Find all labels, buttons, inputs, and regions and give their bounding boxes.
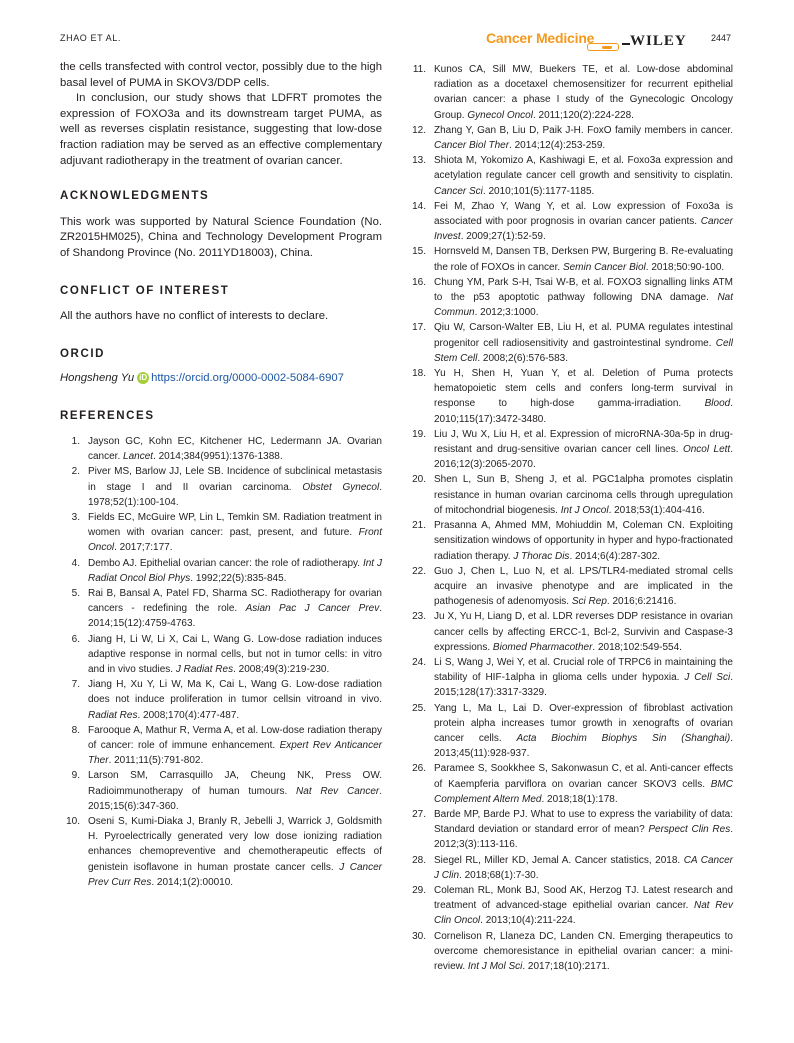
reference-authors: Shen L, Sun B, Sheng J, et al. PGC1alpha promotes cisplatin resistance in human ovarian carcinoma cells through upregulation of mitochondrial biogenesis. xyxy=(434,474,733,516)
reference-citation: . 2017;7:177. xyxy=(114,542,173,554)
reference-number: 26. xyxy=(412,763,426,775)
acknowledgments-heading: ACKNOWLEDGMENTS xyxy=(60,190,210,203)
reference-item xyxy=(60,556,382,586)
reference-number: 25. xyxy=(412,702,426,714)
acknowledgments-text: This work was supported by Natural Science Foundation (No. ZR2015HM025), China and Technology Development Program of Shandong Province (No. 2011YD18003), China. xyxy=(60,215,382,259)
reference-number: 1. xyxy=(71,435,80,447)
journal-logo-mark xyxy=(602,46,612,49)
reference-authors: Ju X, Yu H, Liang D, et al. LDR reverses DDP resistance in ovarian cancer cells by affecting ERCC-1, Bcl-2, Survivin and Caspase-3 expressions. xyxy=(434,611,733,653)
reference-authors: Liu J, Wu X, Liu H, et al. Expression of microRNA-30a-5p in drug-resistant and drug-sensitive ovarian cancer cell lines. xyxy=(434,428,733,456)
reference-journal: Perspect Clin Res xyxy=(648,824,731,836)
reference-number: 23. xyxy=(412,611,426,623)
reference-citation: . 2013;45(11):928-937. xyxy=(434,732,734,760)
reference-number: 13. xyxy=(412,155,426,167)
reference-journal: Biomed Pharmacother xyxy=(492,641,593,653)
reference-number: 9. xyxy=(71,770,80,782)
reference-item xyxy=(406,883,733,929)
reference-authors: Siegel RL, Miller KD, Jemal A. Cancer statistics, 2018. xyxy=(434,854,684,866)
reference-authors: Kunos CA, Sill MW, Buekers TE, et al. Low-dose abdominal radiation as a docetaxel chemosensitizer for recurrent epithelial ovarian cancer: a phase I study of the Gynecologic Oncology Group. xyxy=(434,64,733,121)
reference-citation: . 2014;1(2):00010. xyxy=(151,876,234,888)
reference-authors: Chung YM, Park S-H, Tsai W-B, et al. FOXO3 signalling links ATM to the p53 apoptotic pathway following DNA damage. xyxy=(434,276,733,304)
reference-number: 18. xyxy=(412,368,426,380)
reference-citation: . 2018;53(1):404-416. xyxy=(608,504,705,516)
reference-journal: Oncol Lett xyxy=(682,444,731,456)
reference-journal: BMC Complement Altern Med xyxy=(434,778,733,805)
reference-number: 5. xyxy=(71,587,80,599)
reference-journal: Int J Radiat Oncol Biol Phys xyxy=(88,557,382,584)
reference-journal: Acta Biochim Biophys Sin (Shanghai) xyxy=(516,732,731,744)
publisher-logo: WILEY xyxy=(630,33,687,49)
reference-item xyxy=(406,244,733,274)
reference-journal: Cell Stem Cell xyxy=(434,337,733,364)
reference-journal: Cancer Biol Ther xyxy=(434,140,510,152)
reference-authors: Coleman RL, Monk BJ, Sood AK, Herzog TJ. Latest research and treatment of advanced-stage epithelial ovarian cancer. xyxy=(434,884,733,912)
reference-journal: J Cancer Prev Curr Res xyxy=(88,861,383,888)
reference-number: 27. xyxy=(412,808,426,820)
reference-item xyxy=(60,464,382,510)
reference-citation: . 2013;10(4):211-224. xyxy=(480,915,576,927)
page-number: 2447 xyxy=(711,33,732,43)
reference-number: 24. xyxy=(412,656,426,668)
page-header xyxy=(0,0,794,56)
reference-authors: Qiu W, Carson-Walter EB, Liu H, et al. PUMA regulates intestinal progenitor cell radiosensitivity and gastrointestinal syndrome. xyxy=(434,322,733,349)
reference-item xyxy=(406,518,733,564)
reference-item xyxy=(406,609,733,655)
reference-number: 4. xyxy=(71,557,80,569)
reference-authors: Shiota M, Yokomizo A, Kashiwagi E, et al. Foxo3a expression and acetylation regulate cancer cell growth and sensitivity to cisplatin. xyxy=(434,155,733,182)
reference-item xyxy=(406,929,733,975)
reference-item xyxy=(406,320,733,366)
reference-citation: . 2010;115(17):3472-3480. xyxy=(434,398,733,425)
reference-authors: Hornsveld M, Dansen TB, Derksen PW, Burgering B. Re-evaluating the role of FOXOs in cancer. xyxy=(434,246,733,273)
reference-item xyxy=(406,761,733,807)
reference-number: 29. xyxy=(412,884,426,896)
reference-journal: Expert Rev Anticancer Ther xyxy=(88,739,383,767)
reference-journal: Lancet xyxy=(123,451,154,463)
reference-authors: Guo J, Chen L, Luo N, et al. LPS/TLR4-mediated stromal cells acquire an invasive phenotype and are implicated in the pathogenesis of adenomyosis. xyxy=(434,565,733,608)
orcid-entry xyxy=(60,369,382,387)
reference-number: 17. xyxy=(412,322,426,334)
reference-citation: . 2008;2(6):576-583. xyxy=(477,352,568,364)
reference-authors: Farooque A, Mathur R, Verma A, et al. Low-dose radiation therapy of cancer: role of immune enhancement. xyxy=(88,724,382,751)
reference-journal: J Cell Sci xyxy=(684,672,731,684)
reference-item xyxy=(60,510,382,556)
reference-journal: Nat Rev Cancer xyxy=(296,785,380,797)
conflict-heading: CONFLICT OF INTEREST xyxy=(60,284,230,297)
right-column xyxy=(406,62,733,974)
reference-citation: . 2012;3:1000. xyxy=(474,307,539,319)
reference-number: 28. xyxy=(412,854,426,866)
reference-citation: . 2018;50:90-100. xyxy=(645,261,725,273)
reference-authors: Piver MS, Barlow JJ, Lele SB. Incidence of subclinical metastasis in stage I and II ovarian carcinoma. xyxy=(88,466,382,493)
running-author: ZHAO ET AL. xyxy=(60,33,121,43)
reference-item xyxy=(406,427,733,473)
reference-citation: . 2009;27(1):52-59. xyxy=(460,231,546,243)
reference-journal: CA Cancer J Clin xyxy=(434,854,733,881)
reference-item xyxy=(60,632,382,678)
reference-citation: . 2015;128(17):3317-3329. xyxy=(434,672,733,699)
reference-authors: Fei M, Zhao Y, Wang Y, et al. Low expression of Foxo3a is associated with poor prognosis in ovarian cancer patients. xyxy=(434,200,733,228)
reference-item xyxy=(406,807,733,853)
orcid-author-name: Hongsheng Yu xyxy=(60,372,135,385)
reference-authors: Fields EC, McGuire WP, Lin L, Temkin SM. Radiation treatment in women with ovarian cancer: past, present, and future. xyxy=(88,511,382,539)
reference-authors: Oseni S, Kumi-Diaka J, Branly R, Jebelli J, Warrick J, Goldsmith H. Pyroelectrically generated very low dose ionizing radiation enhances chemopreventive and chemotherapeutic effects of genistein isoflavone in human prostate cancer cells. xyxy=(88,815,382,873)
journal-logo: Cancer Medicine xyxy=(486,30,595,46)
reference-item xyxy=(406,199,733,245)
left-column xyxy=(60,60,382,890)
reference-item xyxy=(406,701,733,762)
reference-citation: . 2014;15(12):4759-4763. xyxy=(88,603,382,630)
reference-journal: Radiat Res xyxy=(88,709,138,721)
body-paragraph: the cells transfected with control vector, possibly due to the high basal level of PUMA in SKOV3/DDP cells. xyxy=(60,61,382,89)
orcid-link[interactable]: https://orcid.org/0000-0002-5084-6907 xyxy=(151,372,344,385)
reference-number: 11. xyxy=(412,64,426,75)
reference-citation: . 2018;18(1):178. xyxy=(541,793,618,805)
reference-journal: Int J Oncol xyxy=(560,504,609,516)
reference-item xyxy=(406,153,733,199)
orcid-heading: ORCID xyxy=(60,347,106,360)
reference-item xyxy=(406,366,733,427)
reference-number: 2. xyxy=(71,466,80,478)
reference-citation: . 1978;52(1):100-104. xyxy=(88,481,382,508)
reference-item xyxy=(406,62,733,123)
reference-authors: Larson SM, Carrasquillo JA, Cheung NK, Press OW. Radioimmunotherapy of human tumours. xyxy=(88,770,382,797)
reference-list-continued xyxy=(406,62,733,974)
reference-list xyxy=(60,434,382,890)
reference-journal: Blood xyxy=(704,398,731,410)
reference-item xyxy=(60,768,382,814)
reference-number: 19. xyxy=(412,428,426,440)
reference-journal: Front Oncol xyxy=(88,527,382,554)
reference-citation: . 2016;12(3):2065-2070. xyxy=(434,444,733,471)
reference-item xyxy=(60,434,382,464)
reference-journal: Obstet Gynecol xyxy=(302,481,380,493)
reference-journal: Nat Rev Clin Oncol xyxy=(434,900,733,927)
reference-journal: Nat Commun xyxy=(434,292,733,319)
reference-item xyxy=(406,123,733,153)
reference-journal: J Radiat Res xyxy=(175,663,234,675)
publisher-dash xyxy=(622,43,630,45)
reference-citation: . 1992;22(5):835-845. xyxy=(190,572,287,584)
reference-authors: Paramee S, Sookkhee S, Sakonwasun C, et al. Anti-cancer effects of Kaempferia parviflora on ovarian cancer SKOV3 cells. xyxy=(434,763,733,790)
reference-authors: Barde MP, Barde PJ. What to use to express the variability of data: Standard deviation or standard error of mean? xyxy=(434,808,733,836)
reference-journal: J Thorac Dis xyxy=(513,550,570,562)
reference-authors: Jiang H, Li W, Li X, Cai L, Wang G. Low-dose radiation induces adaptive response in normal cells, but not in tumor cells: in vitro and in vivo studies. xyxy=(88,633,382,675)
reference-number: 12. xyxy=(412,124,426,136)
reference-number: 15. xyxy=(412,246,426,258)
reference-journal: Gynecol Oncol xyxy=(467,109,533,121)
reference-number: 3. xyxy=(71,511,80,523)
reference-citation: . 2011;120(2):224-228. xyxy=(532,109,634,121)
reference-authors: Jiang H, Xu Y, Li W, Ma K, Cai L, Wang G. Low-dose radiation does not induce proliferation in tumor cellsin vitroand in vivo. xyxy=(88,679,382,706)
reference-item xyxy=(60,814,382,890)
reference-citation: . 2008;49(3):219-230. xyxy=(233,663,330,675)
reference-item xyxy=(406,275,733,321)
reference-number: 20. xyxy=(412,474,426,486)
reference-citation: . 2016;6:21416. xyxy=(606,596,677,608)
reference-authors: Zhang Y, Gan B, Liu D, Paik J-H. FoxO family members in cancer. xyxy=(434,124,733,136)
reference-citation: . 2008;170(4):477-487. xyxy=(137,709,240,721)
reference-citation: . 2011;11(5):791-802. xyxy=(108,755,204,767)
reference-number: 7. xyxy=(71,679,80,691)
reference-journal: Int J Mol Sci xyxy=(467,960,523,972)
reference-authors: Li S, Wang J, Wei Y, et al. Crucial role of TRPC6 in maintaining the stability of HIF-1alpha in glioma cells under hypoxia. xyxy=(434,656,733,684)
reference-item xyxy=(60,723,382,769)
reference-item xyxy=(60,677,382,723)
reference-citation: . 2014;12(4):253-259. xyxy=(509,140,606,152)
reference-number: 6. xyxy=(71,633,80,645)
reference-number: 22. xyxy=(412,565,426,577)
reference-number: 10. xyxy=(66,815,80,827)
conflict-text: All the authors have no conflict of interests to declare. xyxy=(60,310,329,323)
reference-citation: . 2012;3(3):113-116. xyxy=(434,824,733,851)
reference-number: 8. xyxy=(71,724,80,736)
reference-citation: . 2014;6(4):287-302. xyxy=(569,550,661,562)
reference-journal: Cancer Sci xyxy=(434,185,483,197)
reference-citation: . 2014;384(9951):1376-1388. xyxy=(153,451,283,463)
reference-number: 14. xyxy=(412,200,426,212)
reference-authors: Prasanna A, Ahmed MM, Mohiuddin M, Coleman CN. Exploiting sensitization windows of opportunity in hyper and hypo-fractionated radiation therapy. xyxy=(434,520,733,562)
reference-number: 16. xyxy=(412,276,426,288)
references-heading: REFERENCES xyxy=(60,410,155,423)
reference-journal: Semin Cancer Biol xyxy=(562,261,646,273)
reference-journal: Sci Rep xyxy=(571,596,607,608)
reference-item xyxy=(406,853,733,883)
reference-item xyxy=(406,655,733,701)
reference-authors: Yu H, Shen H, Yuan Y, et al. Deletion of Puma protects hematopoietic stem cells and confers long-term survival in response to high-dose gamma-irradiation. xyxy=(434,368,733,410)
reference-citation: . 2018;102:549-554. xyxy=(592,641,682,653)
reference-number: 30. xyxy=(412,930,426,942)
reference-authors: Yang L, Ma L, Lai D. Over-expression of fibroblast activation protein alpha increases tumor growth in xenografts of ovarian cancer cells. xyxy=(434,702,733,744)
orcid-icon: iD xyxy=(139,373,148,383)
reference-item xyxy=(406,472,733,518)
reference-item xyxy=(406,564,733,610)
reference-journal: Cancer Invest xyxy=(434,216,733,243)
reference-citation: . 2018;68(1):7-30. xyxy=(459,869,539,881)
reference-citation: . 2010;101(5):1177-1185. xyxy=(482,185,595,197)
reference-authors: Jayson GC, Kohn EC, Kitchener HC, Ledermann JA. Ovarian cancer. xyxy=(88,435,382,463)
reference-item xyxy=(60,586,382,632)
reference-citation: . 2017;18(10):2171. xyxy=(522,960,610,972)
reference-authors: Dembo AJ. Epithelial ovarian cancer: the role of radiotherapy. xyxy=(88,557,363,569)
reference-authors: Rai B, Bansal A, Patel FD, Sharma SC. Radiotherapy for ovarian cancers - redefining the role. xyxy=(88,587,382,615)
reference-citation: . 2015;15(6):347-360. xyxy=(88,785,382,812)
conclusion-paragraph: In conclusion, our study shows that LDFRT promotes the expression of FOXO3a and its downstream target PUMA, as well as reverses cisplatin resistance, suggesting that low-dose fraction radiation may be served as an effective complementary adjuvant radiotherapy in the treatment of ovarian cancer. xyxy=(60,92,382,167)
reference-authors: Cornelison R, Llaneza DC, Landen CN. Emerging therapeutics to overcome chemoresistance in epithelial ovarian cancer: a mini-review. xyxy=(434,930,733,972)
reference-journal: Asian Pac J Cancer Prev xyxy=(245,603,380,615)
reference-number: 21. xyxy=(412,520,426,532)
